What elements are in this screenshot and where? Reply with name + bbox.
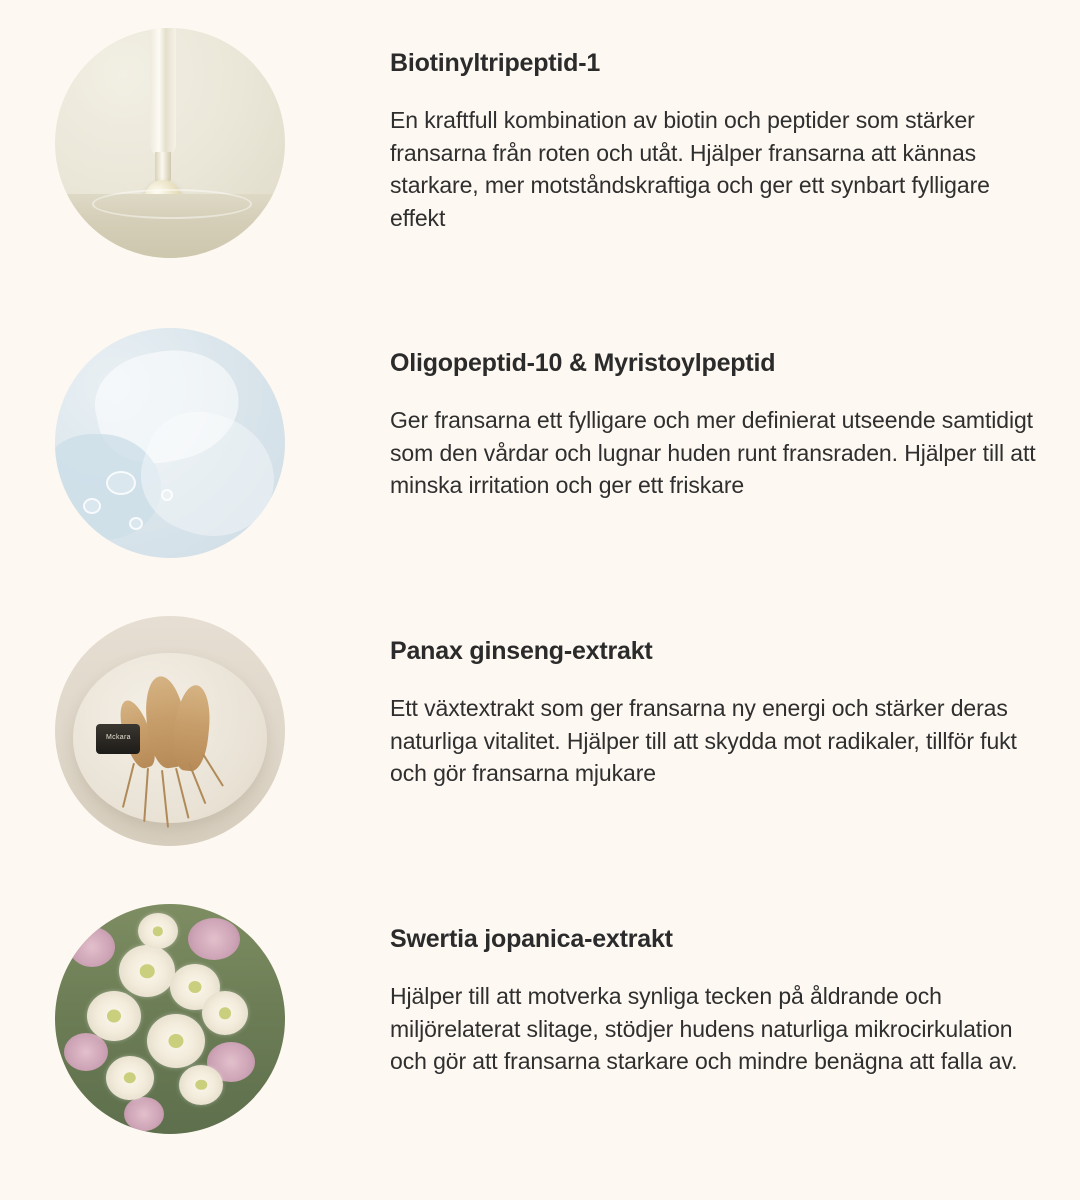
product-jar bbox=[96, 724, 140, 754]
dropper-oil-illustration bbox=[55, 28, 285, 258]
ingredient-text bbox=[285, 610, 1040, 790]
ingredient-image-blue-gel-texture bbox=[55, 328, 285, 558]
ingredient-image-dropper-oil-droplet bbox=[55, 28, 285, 258]
ginseng-roots-illustration bbox=[55, 616, 285, 846]
blue-gel-illustration bbox=[55, 328, 285, 558]
ingredient-title: Oligopeptid-10 & Myristoylpeptid bbox=[390, 349, 776, 377]
ingredient-description: En kraftfull kombination av biotin och peptider som stärker fransarna från roten och utåt. Hjälper fransarna att kännas starkare, mer motståndskraftiga och ger ett synbart fylligare effekt bbox=[390, 107, 990, 231]
ingredient-image-ginseng-roots bbox=[55, 616, 285, 846]
ingredient-description: Ger fransarna ett fylligare och mer definierat utseende samtidigt som den vårdar och lugnar huden runt fransraden. Hjälper till att minska irritation och ger ett friskare bbox=[390, 407, 1036, 499]
ingredient-image-white-pink-flowers bbox=[55, 904, 285, 1134]
ingredient-description: Hjälper till att motverka synliga tecken på åldrande och miljörelaterat slitage, stödjer hudens naturliga mikrocirkulation och gör att fransarna starkare och mindre benägna att falla av. bbox=[390, 983, 1018, 1075]
ingredient-text bbox=[285, 322, 1040, 502]
ingredient-title: Swertia jopanica-extrakt bbox=[390, 925, 673, 953]
ingredient-text bbox=[285, 22, 1040, 235]
flowers-illustration bbox=[55, 904, 285, 1134]
jar-label: Mckara bbox=[106, 734, 131, 742]
ingredient-item bbox=[0, 22, 1080, 322]
ingredient-item bbox=[0, 610, 1080, 898]
ingredient-text bbox=[285, 898, 1040, 1078]
ingredient-item bbox=[0, 898, 1080, 1198]
ingredient-title: Biotinyltripeptid-1 bbox=[390, 49, 601, 77]
ingredient-description: Ett växtextrakt som ger fransarna ny energi och stärker deras naturliga vitalitet. Hjälper till att skydda mot radikaler, tillför fukt och gör fransarna mjukare bbox=[390, 695, 1017, 787]
ingredient-item bbox=[0, 322, 1080, 610]
ingredient-title: Panax ginseng-extrakt bbox=[390, 637, 653, 665]
